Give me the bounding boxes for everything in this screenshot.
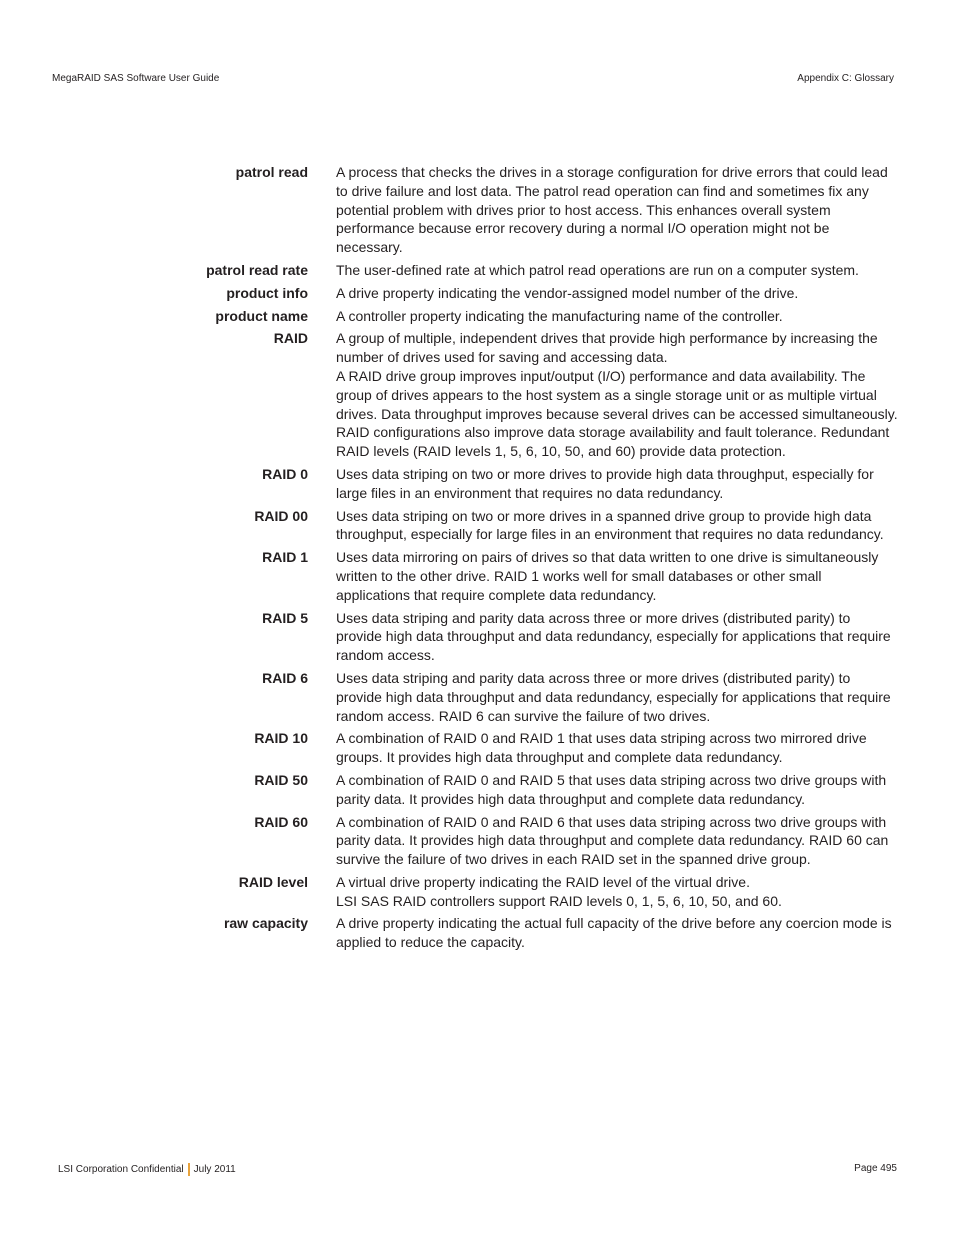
footer-date: July 2011	[193, 1164, 236, 1175]
glossary-term: RAID 6	[262, 669, 308, 686]
glossary-definition	[336, 813, 898, 869]
glossary-definition	[336, 261, 898, 280]
glossary-term: RAID 5	[262, 609, 308, 626]
glossary-term: RAID 10	[254, 730, 308, 747]
glossary-entry	[0, 465, 954, 503]
glossary-term: RAID 1	[262, 549, 308, 566]
definition-paragraph: A drive property indicating the vendor-assigned model number of the drive.	[336, 284, 799, 301]
footer-confidential: LSI Corporation Confidential	[58, 1164, 184, 1175]
glossary-list	[0, 163, 954, 956]
running-header-title: MegaRAID SAS Software User Guide	[52, 73, 220, 84]
definition-paragraph: A virtual drive property indicating the RAID level of the virtual drive.	[336, 873, 750, 890]
running-header-section: Appendix C: Glossary	[797, 73, 894, 84]
glossary-term: RAID 60	[254, 813, 308, 830]
glossary-entry	[0, 284, 954, 303]
glossary-definition	[336, 914, 898, 952]
definition-paragraph: A group of multiple, independent drives that provide high performance by increasing the number of drives used for saving and accessing data.	[336, 330, 878, 366]
glossary-term: RAID 0	[262, 465, 308, 482]
glossary-term: patrol read	[235, 164, 308, 180]
glossary-term: patrol read rate	[206, 261, 308, 278]
glossary-entry	[0, 307, 954, 326]
glossary-entry	[0, 729, 954, 767]
glossary-definition	[336, 329, 898, 461]
definition-paragraph: A combination of RAID 0 and RAID 1 that uses data striping across two mirrored drive groups. It provides high data throughput and complete data redundancy.	[336, 730, 867, 766]
glossary-term: RAID	[273, 330, 308, 347]
glossary-entry	[0, 609, 954, 665]
glossary-entry	[0, 261, 954, 280]
glossary-entry	[0, 669, 954, 725]
glossary-definition	[336, 465, 898, 503]
definition-paragraph: Uses data striping and parity data across three or more drives (distributed parity) to provide high data throughput and data redundancy, especially for applications that require random access.	[336, 609, 891, 664]
definition-paragraph: Uses data striping on two or more drives in a spanned drive group to provide high data throughput, especially for large files in an environment that requires no data redundancy.	[336, 507, 884, 543]
glossary-definition	[336, 548, 898, 604]
footer-separator	[188, 1163, 190, 1176]
glossary-definition	[336, 163, 898, 257]
glossary-entry	[0, 507, 954, 545]
glossary-entry	[0, 914, 954, 952]
glossary-term: RAID 50	[254, 771, 308, 788]
glossary-definition	[336, 284, 898, 303]
definition-paragraph: A RAID drive group improves input/output (I/O) performance and data availability. The group of drives appears to the host system as a single storage unit or as multiple virtual drives. Data throughput improves because several drives can be accessed simultaneously. RAID configurations also improve data storage availability and fault tolerance. Redundant RAID levels (RAID levels 1, 5, 6, 10, 50, and 60) provide data protection.	[336, 367, 898, 460]
glossary-term: product name	[215, 307, 308, 324]
glossary-definition	[336, 609, 898, 665]
definition-paragraph: The user-defined rate at which patrol read operations are run on a computer system.	[336, 261, 859, 278]
glossary-term: RAID level	[238, 873, 308, 890]
definition-paragraph: A controller property indicating the manufacturing name of the controller.	[336, 307, 783, 324]
glossary-definition	[336, 729, 898, 767]
definition-paragraph: Uses data striping and parity data across three or more drives (distributed parity) to provide high data throughput and data redundancy, especially for applications that require random access. RAID 6 can survive the failure of two drives.	[336, 669, 891, 724]
glossary-entry	[0, 771, 954, 809]
glossary-definition	[336, 507, 898, 545]
definition-paragraph: Uses data striping on two or more drives to provide high data throughput, especially for large files in an environment that requires no data redundancy.	[336, 465, 874, 501]
glossary-definition	[336, 771, 898, 809]
glossary-entry	[0, 813, 954, 869]
glossary-definition	[336, 669, 898, 725]
glossary-definition	[336, 873, 898, 911]
glossary-entry	[0, 329, 954, 461]
glossary-term: RAID 00	[254, 507, 308, 524]
footer-left	[58, 1163, 236, 1176]
definition-paragraph: A process that checks the drives in a storage configuration for drive errors that could lead to drive failure and lost data. The patrol read operation can find and sometimes fix any potential problem with drives prior to host access. This enhances overall system performance because error recovery during a normal I/O operation might not be necessary.	[336, 164, 888, 256]
glossary-entry	[0, 548, 954, 604]
definition-paragraph: A combination of RAID 0 and RAID 5 that uses data striping across two drive groups with parity data. It provides high data throughput and complete data redundancy.	[336, 771, 887, 807]
page-number: Page 495	[854, 1163, 897, 1174]
definition-paragraph: Uses data mirroring on pairs of drives so that data written to one drive is simultaneously written to the other drive. RAID 1 works well for small databases or other small applications that require complete data redundancy.	[336, 549, 879, 603]
definition-paragraph: A combination of RAID 0 and RAID 6 that uses data striping across two drive groups with parity data. It provides high data throughput and complete data redundancy. RAID 60 can survive the failure of two drives in each RAID set in the spanned drive group.	[336, 813, 889, 868]
glossary-definition	[336, 307, 898, 326]
glossary-term: raw capacity	[223, 915, 308, 932]
glossary-entry	[0, 163, 954, 257]
definition-paragraph: LSI SAS RAID controllers support RAID levels 0, 1, 5, 6, 10, 50, and 60.	[336, 892, 782, 909]
glossary-term: product info	[226, 284, 308, 301]
definition-paragraph: A drive property indicating the actual full capacity of the drive before any coercion mode is applied to reduce the capacity.	[336, 915, 892, 951]
glossary-entry	[0, 873, 954, 911]
